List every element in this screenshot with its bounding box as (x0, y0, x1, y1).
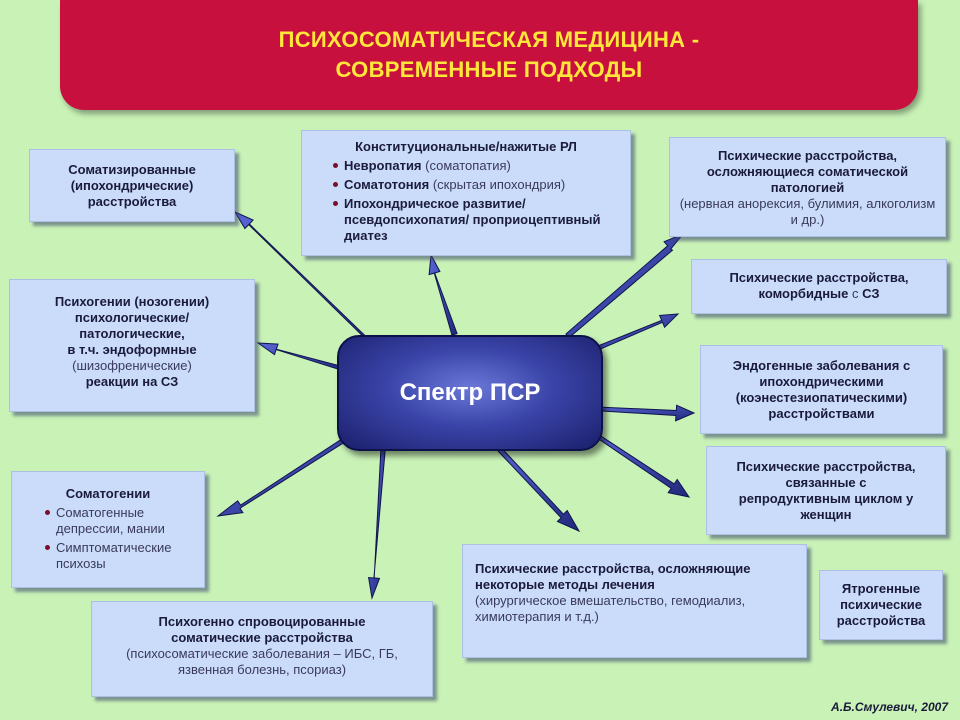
box-reproductive (706, 446, 946, 535)
somatogenic-list (42, 505, 196, 572)
constitutional-heading: Конституциональные/нажитые РЛ (355, 139, 577, 154)
arrow-treatment (494, 444, 579, 532)
somatogenic-heading: Соматогении (65, 486, 151, 501)
center-node (337, 335, 603, 451)
complicating-line-2: осложняющиеся соматической патологией (706, 164, 909, 195)
author-credit: А.Б.Смулевич, 2007 (831, 700, 948, 714)
box-iatrogenic (819, 570, 943, 640)
psychogenic-line-3: патологические, (79, 326, 185, 341)
box-endogenous (700, 345, 943, 434)
constitutional-list (330, 158, 618, 244)
iatrogenic-line-2: психические (840, 597, 922, 612)
iatrogenic-line-1: Ятрогенные (841, 581, 921, 596)
arrow-provoked (369, 447, 386, 598)
psychogenic-line-1: Психогении (нозогении) (54, 294, 210, 309)
title-line-1: ПСИХОСОМАТИЧЕСКАЯ МЕДИЦИНА - (278, 27, 700, 52)
arrow-reproductive (590, 431, 689, 497)
constitutional-item-3: Ипохондрическое развитие/ псевдопсихопатия/ проприоцептивный диатез (344, 196, 618, 244)
arrow-psychogenic (258, 343, 346, 371)
box-comorbid (691, 259, 947, 314)
iatrogenic-line-3: расстройства (836, 613, 926, 628)
box-somatogenic (11, 471, 205, 588)
psychogenic-line-4: в т.ч. эндоформные (67, 342, 197, 357)
comorbid-line-1: Психические расстройства, (729, 270, 909, 285)
endogenous-line-3: расстройствами (768, 406, 875, 421)
provoked-line-1: Психогенно спровоцированные (158, 614, 366, 629)
constitutional-item-2: Соматотония (скрытая ипохондрия) (344, 177, 618, 193)
box-provoked (91, 601, 433, 697)
constitutional-item-1: Невропатия (соматопатия) (344, 158, 618, 174)
provoked-line-2: соматические расстройства (171, 630, 353, 645)
psychogenic-note: (шизофренические) (72, 358, 192, 373)
box-somatized (29, 149, 235, 222)
somatized-line-3: расстройства (87, 194, 177, 209)
somatized-line-2: (ипохондрические) (70, 178, 194, 193)
complicating-line-1: Психические расстройства, (717, 148, 898, 163)
treatment-note: (хирургическое вмешательство, гемодиализ, химиотерапия и т.д.) (475, 593, 746, 624)
center-label: Спектр ПСР (399, 379, 541, 406)
box-complicating-somatic (669, 137, 946, 237)
somatogenic-item-1: Соматогенные депрессии, мании (56, 505, 196, 537)
complicating-note: (нервная анорексия, булимия, алкоголизм и др.) (679, 196, 936, 227)
box-constitutional (301, 130, 631, 256)
endogenous-line-2: (коэнестезиопатическими) (735, 390, 908, 405)
arrow-endogenous (600, 405, 694, 421)
comorbid-line-2: коморбидные с СЗ (758, 286, 880, 301)
arrow-somatogenic (218, 435, 351, 516)
reproductive-line-1: Психические расстройства, связанные с репродуктивным циклом у женщин (736, 459, 916, 522)
provoked-note: (психосоматические заболевания – ИБС, ГБ, язвенная болезнь, псориаз) (126, 646, 398, 677)
endogenous-line-1: Эндогенные заболевания с ипохондрическими (732, 358, 911, 389)
treatment-line-1: Психические расстройства, осложняющие некоторые методы лечения (475, 561, 751, 592)
arrow-comorbid (597, 314, 678, 350)
psychogenic-line-2: психологические/ (74, 310, 190, 325)
arrow-constitutional (429, 255, 457, 335)
title-banner (60, 0, 918, 110)
box-treatment (462, 544, 807, 658)
title-line-2: СОВРЕМЕННЫЕ ПОДХОДЫ (335, 57, 643, 82)
somatogenic-item-2: Симптоматические психозы (56, 540, 196, 572)
somatized-line-1: Соматизированные (68, 162, 196, 177)
box-psychogenic (9, 279, 255, 412)
psychogenic-line-5: реакции на СЗ (85, 374, 179, 389)
